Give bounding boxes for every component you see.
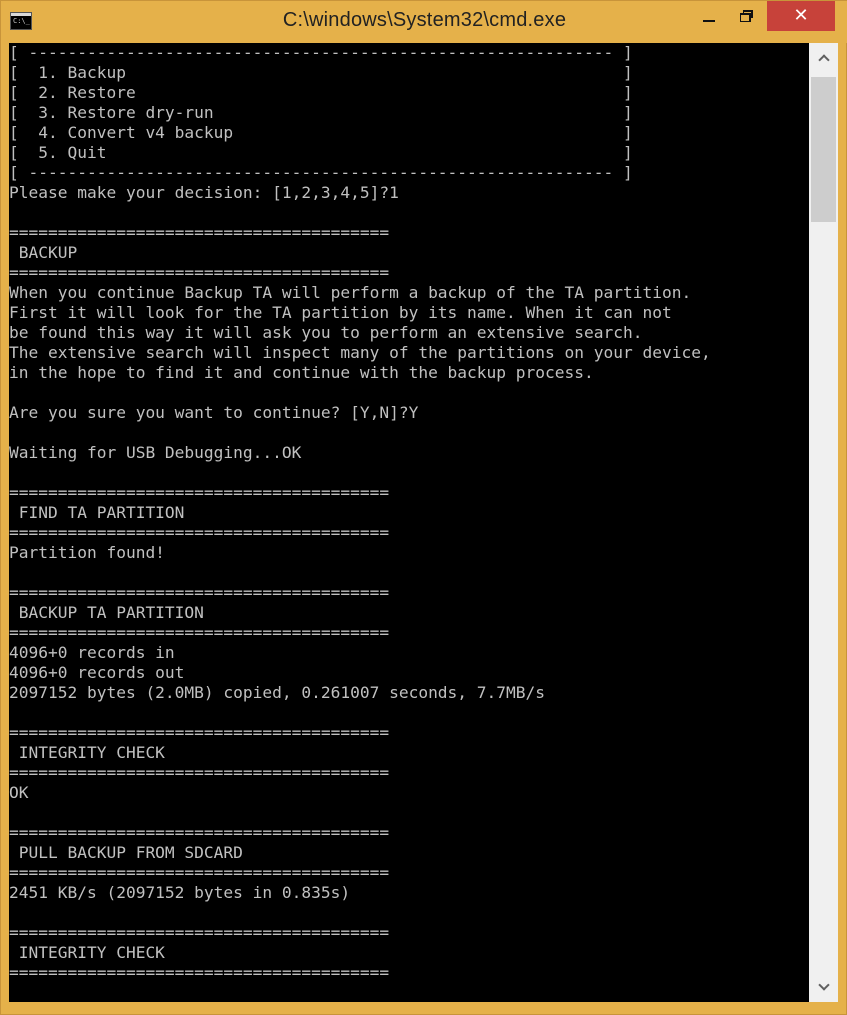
console-line: [ 1. Backup ]	[9, 63, 633, 82]
console-line: Are you sure you want to continue? [Y,N]?Y	[9, 403, 419, 422]
close-button[interactable]	[767, 1, 835, 31]
console-line: Partition found!	[9, 543, 165, 562]
console-line: BACKUP TA PARTITION	[9, 603, 204, 622]
minimize-button[interactable]	[689, 1, 729, 31]
console-line: OK	[9, 783, 29, 802]
console-line: [ ------------------------------------------------------------ ]	[9, 43, 633, 62]
console-line: Waiting for USB Debugging...OK	[9, 443, 302, 462]
console-line: [ 2. Restore ]	[9, 83, 633, 102]
console-line: =======================================	[9, 863, 390, 882]
console-line: FIND TA PARTITION	[9, 503, 185, 522]
console-line: [ 5. Quit ]	[9, 143, 633, 162]
console-line: =======================================	[9, 583, 390, 602]
scrollbar-thumb[interactable]	[811, 77, 836, 222]
console-line: 4096+0 records in	[9, 643, 175, 662]
chevron-up-icon	[818, 54, 829, 65]
console-line: The extensive search will inspect many of the partitions on your device,	[9, 343, 711, 362]
console-line: =======================================	[9, 763, 390, 782]
console-line: =======================================	[9, 963, 390, 982]
console-text	[9, 43, 711, 983]
console-line: =======================================	[9, 623, 390, 642]
scroll-down-button[interactable]	[809, 972, 838, 1002]
console-line: =======================================	[9, 823, 390, 842]
console-line: BACKUP	[9, 243, 78, 262]
console-line: 4096+0 records out	[9, 663, 185, 682]
scroll-up-button[interactable]	[809, 43, 838, 73]
console-line: 2097152 bytes (2.0MB) copied, 0.261007 seconds, 7.7MB/s	[9, 683, 546, 702]
console-line: in the hope to find it and continue with the backup process.	[9, 363, 594, 382]
console-line: =======================================	[9, 223, 390, 242]
close-icon: ✕	[793, 5, 809, 26]
console-line: [ 3. Restore dry-run ]	[9, 103, 633, 122]
console-line: =======================================	[9, 923, 390, 942]
console-output[interactable]	[9, 43, 809, 1002]
console-line: Please make your decision: [1,2,3,4,5]?1	[9, 183, 399, 202]
vertical-scrollbar[interactable]	[809, 43, 838, 1002]
console-line: PULL BACKUP FROM SDCARD	[9, 843, 243, 862]
restore-button[interactable]	[729, 1, 765, 31]
console-line: [ 4. Convert v4 backup ]	[9, 123, 633, 142]
console-line: be found this way it will ask you to perform an extensive search.	[9, 323, 643, 342]
window-title: C:\windows\System32\cmd.exe	[282, 9, 567, 31]
console-line: 2451 KB/s (2097152 bytes in 0.835s)	[9, 883, 351, 902]
console-line: When you continue Backup TA will perform a backup of the TA partition.	[9, 283, 692, 302]
console-line: =======================================	[9, 723, 390, 742]
title-bar[interactable]	[1, 1, 847, 43]
console-line: =======================================	[9, 483, 390, 502]
console-line: First it will look for the TA partition by its name. When it can not	[9, 303, 672, 322]
restore-icon	[740, 10, 754, 22]
console-line: INTEGRITY CHECK	[9, 743, 165, 762]
console-line: INTEGRITY CHECK	[9, 943, 165, 962]
minimize-icon	[703, 20, 715, 22]
console-line: =======================================	[9, 523, 390, 542]
chevron-down-icon	[818, 979, 829, 990]
console-line: [ ------------------------------------------------------------ ]	[9, 163, 633, 182]
console-line: =======================================	[9, 263, 390, 282]
